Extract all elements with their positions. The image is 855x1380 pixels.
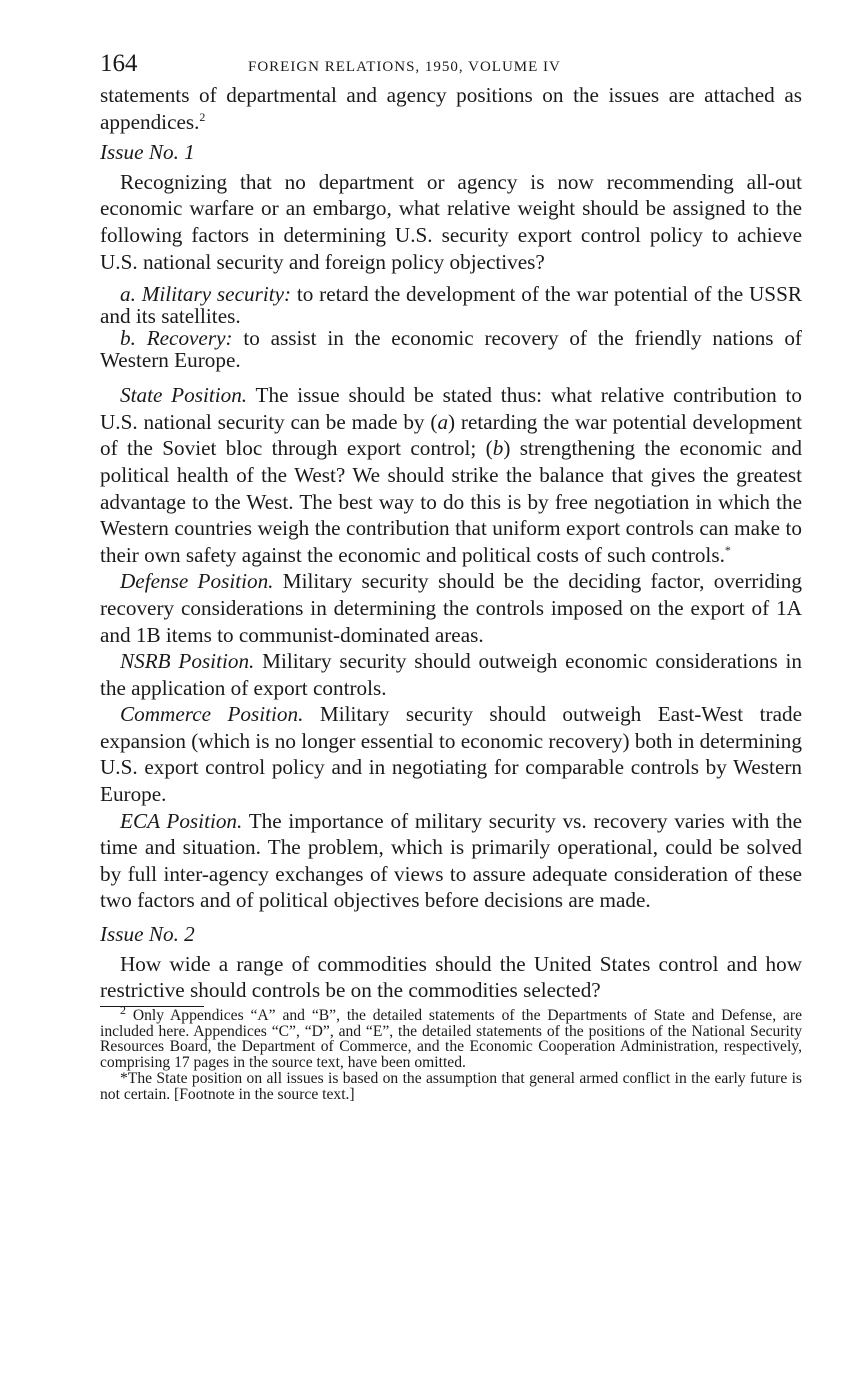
commerce-position-text: Military security should outweigh East-West trade expansion (which is no longer essential to economic recovery) both in determining U.S. export control policy and in negotiating for comparable controls by Western Europe. [100, 702, 802, 807]
factor-a [100, 283, 802, 327]
state-position [100, 382, 802, 568]
factor-b-label: b. Recovery: [120, 326, 233, 351]
state-position-label: State Position. [120, 383, 248, 408]
issue-1-question: Recognizing that no department or agency is now recommending all-out economic warfare or an embargo, what relative weight should be assigned to the following factors in determining U.S. security export control policy to achieve U.S. national security and foreign policy objectives? [100, 169, 802, 274]
footnote-ref-2: 2 [199, 109, 206, 124]
running-title: FOREIGN RELATIONS, 1950, VOLUME IV [248, 59, 561, 75]
intro-text: statements of departmental and agency positions on the issues are attached as appendices. [100, 83, 802, 134]
issue-2-question: How wide a range of commodities should the United States control and how restrictive should controls be on the commodities selected? [100, 951, 802, 1003]
state-position-text-2: ) retarding the war potential development of the Soviet bloc through export control; ( [100, 409, 802, 461]
defense-position-label: Defense Position. [120, 569, 274, 594]
eca-position-text: The importance of military security vs. recovery varies with the time and situation. The problem, which is primarily operational, could be solved by full inter-agency exchanges of views to assure adequate consideration of these two factors and of political objectives before decisions are made. [100, 808, 802, 913]
issue-1-heading: Issue No. 1 [100, 140, 195, 165]
running-head [100, 50, 802, 82]
commerce-position [100, 701, 802, 807]
state-position-a: a [437, 409, 449, 434]
footnote-ref-star: * [724, 542, 731, 557]
factor-a-text: to retard the development of the war potential of the USSR and its satellites. [100, 282, 802, 329]
state-position-text-3: ) strengthening the economic and political health of the West? We should strike the balance that gives the greatest advantage to the West. The best way to do this is by free negotiation in which the Western countries weigh the contribution that uniform export controls can make to their own safety against the economic and political costs of such controls. [100, 436, 802, 567]
commerce-position-label: Commerce Position. [120, 702, 304, 727]
eca-position [100, 808, 802, 914]
issue-2-heading: Issue No. 2 [100, 922, 195, 947]
nsrb-position-text: Military security should outweigh economic considerations in the application of export controls. [100, 649, 802, 700]
nsrb-position [100, 648, 802, 701]
factor-b-text: to assist in the economic recovery of the friendly nations of Western Europe. [100, 326, 802, 373]
state-position-text-1: The issue should be stated thus: what relative contribution to U.S. national security can be made by ( [100, 383, 802, 434]
footnote-2-mark: 2 [120, 1002, 126, 1017]
nsrb-position-label: NSRB Position. [120, 649, 255, 674]
state-position-b: b [492, 436, 504, 461]
issue-1-factors [100, 283, 802, 371]
footnote-2-text: Only Appendices “A” and “B”, the detailed statements of the Departments of State and Defense, are included here. Appendices “C”, “D”, and “E”, the detailed statements of the positions of the National Security Resources Board, the Department of Commerce, and the Economic Cooperation Administration, respectively, comprising 17 pages in the source text, have been omitted. [100, 1006, 802, 1072]
document-page [100, 50, 802, 1103]
defense-position-text: Military security should be the deciding factor, overriding recovery considerations in determining the controls imposed on the export of 1A and 1B items to communist-dominated areas. [100, 569, 802, 647]
footnote-2 [100, 1002, 802, 1072]
footnote-star: *The State position on all issues is based on the assumption that general armed conflict in the early future is not certain. [Footnote in the source text.] [100, 1070, 802, 1103]
intro-paragraph [100, 82, 802, 135]
factor-a-label: a. Military security: [120, 282, 292, 307]
eca-position-label: ECA Position. [120, 808, 243, 833]
factor-b [100, 327, 802, 371]
page-number: 164 [100, 50, 138, 77]
defense-position [100, 568, 802, 648]
